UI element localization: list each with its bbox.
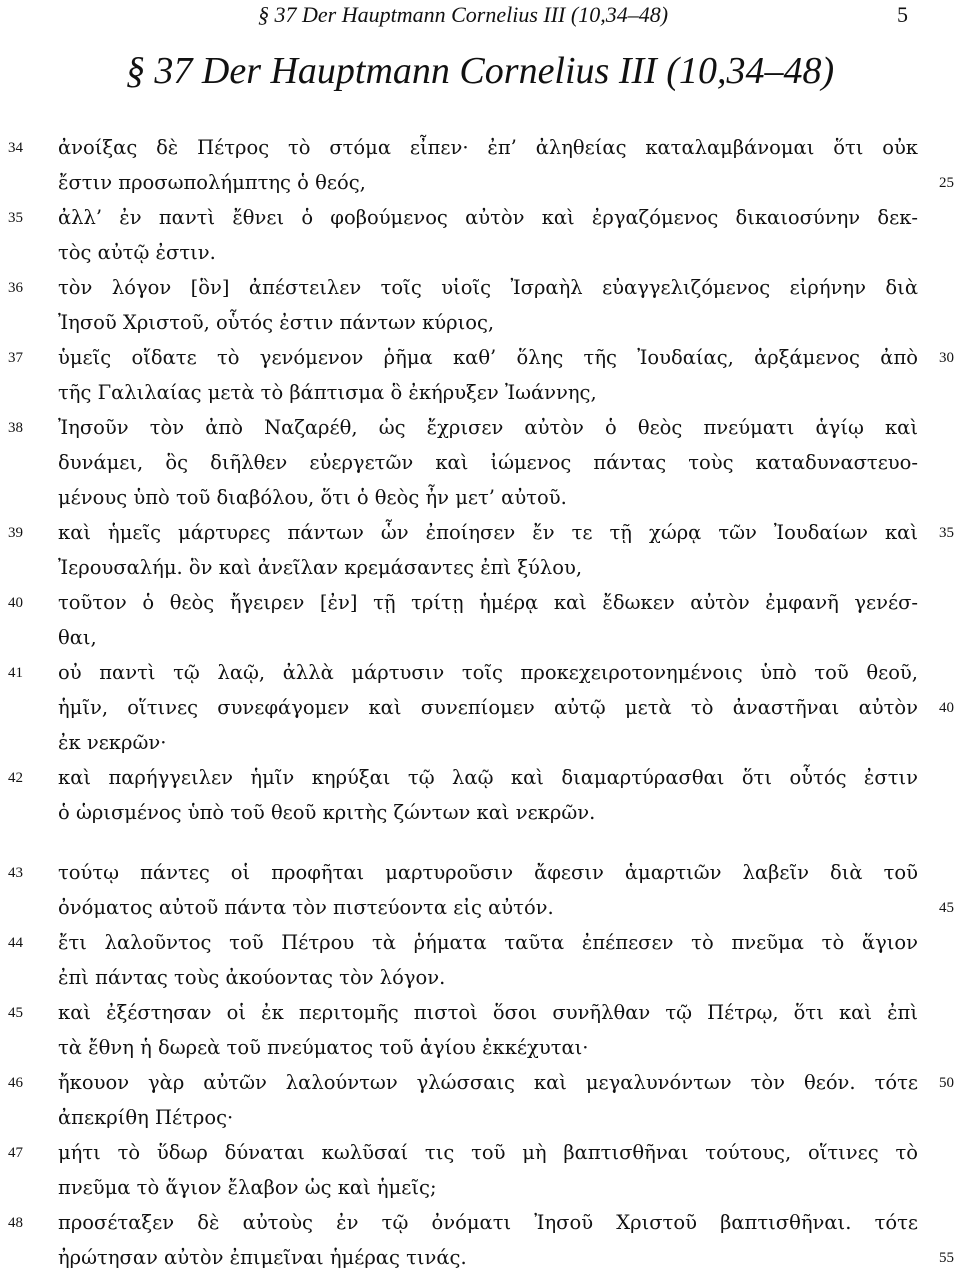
verse-number: 38 — [8, 420, 23, 436]
text-line: μένους ὑπὸ τοῦ διαβόλου, ὅτι ὁ θεὸς ἦν μετ’ αὐτοῦ. — [58, 486, 567, 509]
text-line: τῆς Γαλιλαίας μετὰ τὸ βάπτισμα ὃ ἐκήρυξεν Ἰωάννης, — [58, 381, 597, 404]
text-line: ἀνοίξας δὲ Πέτρος τὸ στόμα εἶπεν· ἐπ’ ἀληθείας καταλαμβάνομαι ὅτι οὐκ — [58, 136, 918, 159]
verse-number: 39 — [8, 525, 23, 541]
verse-number: 37 — [8, 350, 23, 366]
text-line: ἔστιν προσωπολήμπτης ὁ θεός, — [58, 171, 366, 194]
verse-number: 36 — [8, 280, 23, 296]
text-line: προσέταξεν δὲ αὐτοὺς ἐν τῷ ὀνόματι Ἰησοῦ Χριστοῦ βαπτισθῆναι. τότε — [58, 1211, 918, 1234]
text-line: ὀνόματος αὐτοῦ πάντα τὸν πιστεύοντα εἰς αὐτόν. — [58, 896, 554, 919]
line-number: 25 — [939, 175, 954, 191]
verse-number: 48 — [8, 1215, 23, 1231]
text-line: μήτι τὸ ὕδωρ δύναται κωλῦσαί τις τοῦ μὴ βαπτισθῆναι τούτους, οἵτινες τὸ — [58, 1141, 918, 1164]
text-line: τὰ ἔθνη ἡ δωρεὰ τοῦ πνεύματος τοῦ ἁγίου ἐκκέχυται· — [58, 1036, 589, 1059]
page-number: 5 — [897, 2, 908, 27]
text-line: ὁ ὡρισμένος ὑπὸ τοῦ θεοῦ κριτὴς ζώντων καὶ νεκρῶν. — [58, 801, 596, 824]
text-line: ἠρώτησαν αὐτὸν ἐπιμεῖναι ἡμέρας τινάς. — [58, 1246, 467, 1269]
line-number: 55 — [939, 1250, 954, 1266]
line-number: 40 — [939, 700, 954, 716]
section-title: § 37 Der Hauptmann Cornelius III (10,34–48) — [125, 50, 835, 92]
verse-number: 34 — [8, 140, 23, 156]
text-line: τοῦτον ὁ θεὸς ἤγειρεν [ἐν] τῇ τρίτῃ ἡμέρᾳ καὶ ἔδωκεν αὐτὸν ἐμφανῆ γενέσ- — [58, 591, 918, 614]
text-line: πνεῦμα τὸ ἅγιον ἔλαβον ὡς καὶ ἡμεῖς; — [58, 1176, 437, 1199]
text-line: οὐ παντὶ τῷ λαῷ, ἀλλὰ μάρτυσιν τοῖς προκεχειροτονημένοις ὑπὸ τοῦ θεοῦ, — [58, 661, 918, 684]
line-number: 50 — [939, 1075, 954, 1091]
text-line: τὸν λόγον [ὃν] ἀπέστειλεν τοῖς υἱοῖς Ἰσραὴλ εὐαγγελιζόμενος εἰρήνην διὰ — [58, 276, 918, 299]
text-line: Ἰησοῦν τὸν ἀπὸ Ναζαρέθ, ὡς ἔχρισεν αὐτὸν ὁ θεὸς πνεύματι ἁγίῳ καὶ — [58, 416, 918, 439]
text-line: ἐκ νεκρῶν· — [58, 731, 167, 754]
running-title: § 37 Der Hauptmann Cornelius III (10,34–48) — [258, 2, 669, 27]
text-line: τούτῳ πάντες οἱ προφῆται μαρτυροῦσιν ἄφεσιν ἁμαρτιῶν λαβεῖν διὰ τοῦ — [58, 861, 918, 884]
text-line: ἤκουον γὰρ αὐτῶν λαλούντων γλώσσαις καὶ μεγαλυνόντων τὸν θεόν. τότε — [58, 1071, 918, 1094]
verse-number: 43 — [8, 865, 23, 881]
text-line: δυνάμει, ὃς διῆλθεν εὐεργετῶν καὶ ἰώμενος πάντας τοὺς καταδυναστευο- — [58, 451, 918, 474]
text-line: καὶ ἡμεῖς μάρτυρες πάντων ὧν ἐποίησεν ἔν τε τῇ χώρᾳ τῶν Ἰουδαίων καὶ — [58, 521, 918, 544]
text-line: ὑμεῖς οἴδατε τὸ γενόμενον ῥῆμα καθ’ ὅλης τῆς Ἰουδαίας, ἀρξάμενος ἀπὸ — [58, 346, 918, 369]
text-line: καὶ ἐξέστησαν οἱ ἐκ περιτομῆς πιστοὶ ὅσοι συνῆλθαν τῷ Πέτρῳ, ὅτι καὶ ἐπὶ — [58, 1001, 918, 1024]
verse-number: 40 — [8, 595, 23, 611]
running-head — [0, 2, 960, 32]
line-number: 30 — [939, 350, 954, 366]
text-line: Ἰερουσαλήμ. ὃν καὶ ἀνεῖλαν κρεμάσαντες ἐπὶ ξύλου, — [58, 556, 583, 579]
verse-number: 44 — [8, 935, 23, 951]
text-line: ἀλλ’ ἐν παντὶ ἔθνει ὁ φοβούμενος αὐτὸν καὶ ἐργαζόμενος δικαιοσύνην δεκ- — [58, 206, 918, 229]
verse-number: 41 — [8, 665, 23, 681]
text-line: καὶ παρήγγειλεν ἡμῖν κηρύξαι τῷ λαῷ καὶ διαμαρτύρασθαι ὅτι οὗτός ἐστιν — [58, 766, 918, 789]
text-line: Ἰησοῦ Χριστοῦ, οὗτός ἐστιν πάντων κύριος, — [58, 311, 495, 334]
line-number: 35 — [939, 525, 954, 541]
text-line: ἐπὶ πάντας τοὺς ἀκούοντας τὸν λόγον. — [58, 966, 446, 989]
verse-number: 46 — [8, 1075, 23, 1091]
text-line: ἔτι λαλοῦντος τοῦ Πέτρου τὰ ῥήματα ταῦτα ἐπέπεσεν τὸ πνεῦμα τὸ ἅγιον — [58, 931, 918, 954]
verse-number: 47 — [8, 1145, 23, 1161]
text-line: ἡμῖν, οἵτινες συνεφάγομεν καὶ συνεπίομεν αὐτῷ μετὰ τὸ ἀναστῆναι αὐτὸν — [58, 696, 918, 719]
text-line: ἀπεκρίθη Πέτρος· — [58, 1106, 234, 1129]
verse-number: 45 — [8, 1005, 23, 1021]
text-line: τὸς αὐτῷ ἐστιν. — [58, 241, 216, 264]
line-number: 45 — [939, 900, 954, 916]
text-line: θαι, — [58, 626, 97, 649]
verse-number: 42 — [8, 770, 23, 786]
verse-number: 35 — [8, 210, 23, 226]
